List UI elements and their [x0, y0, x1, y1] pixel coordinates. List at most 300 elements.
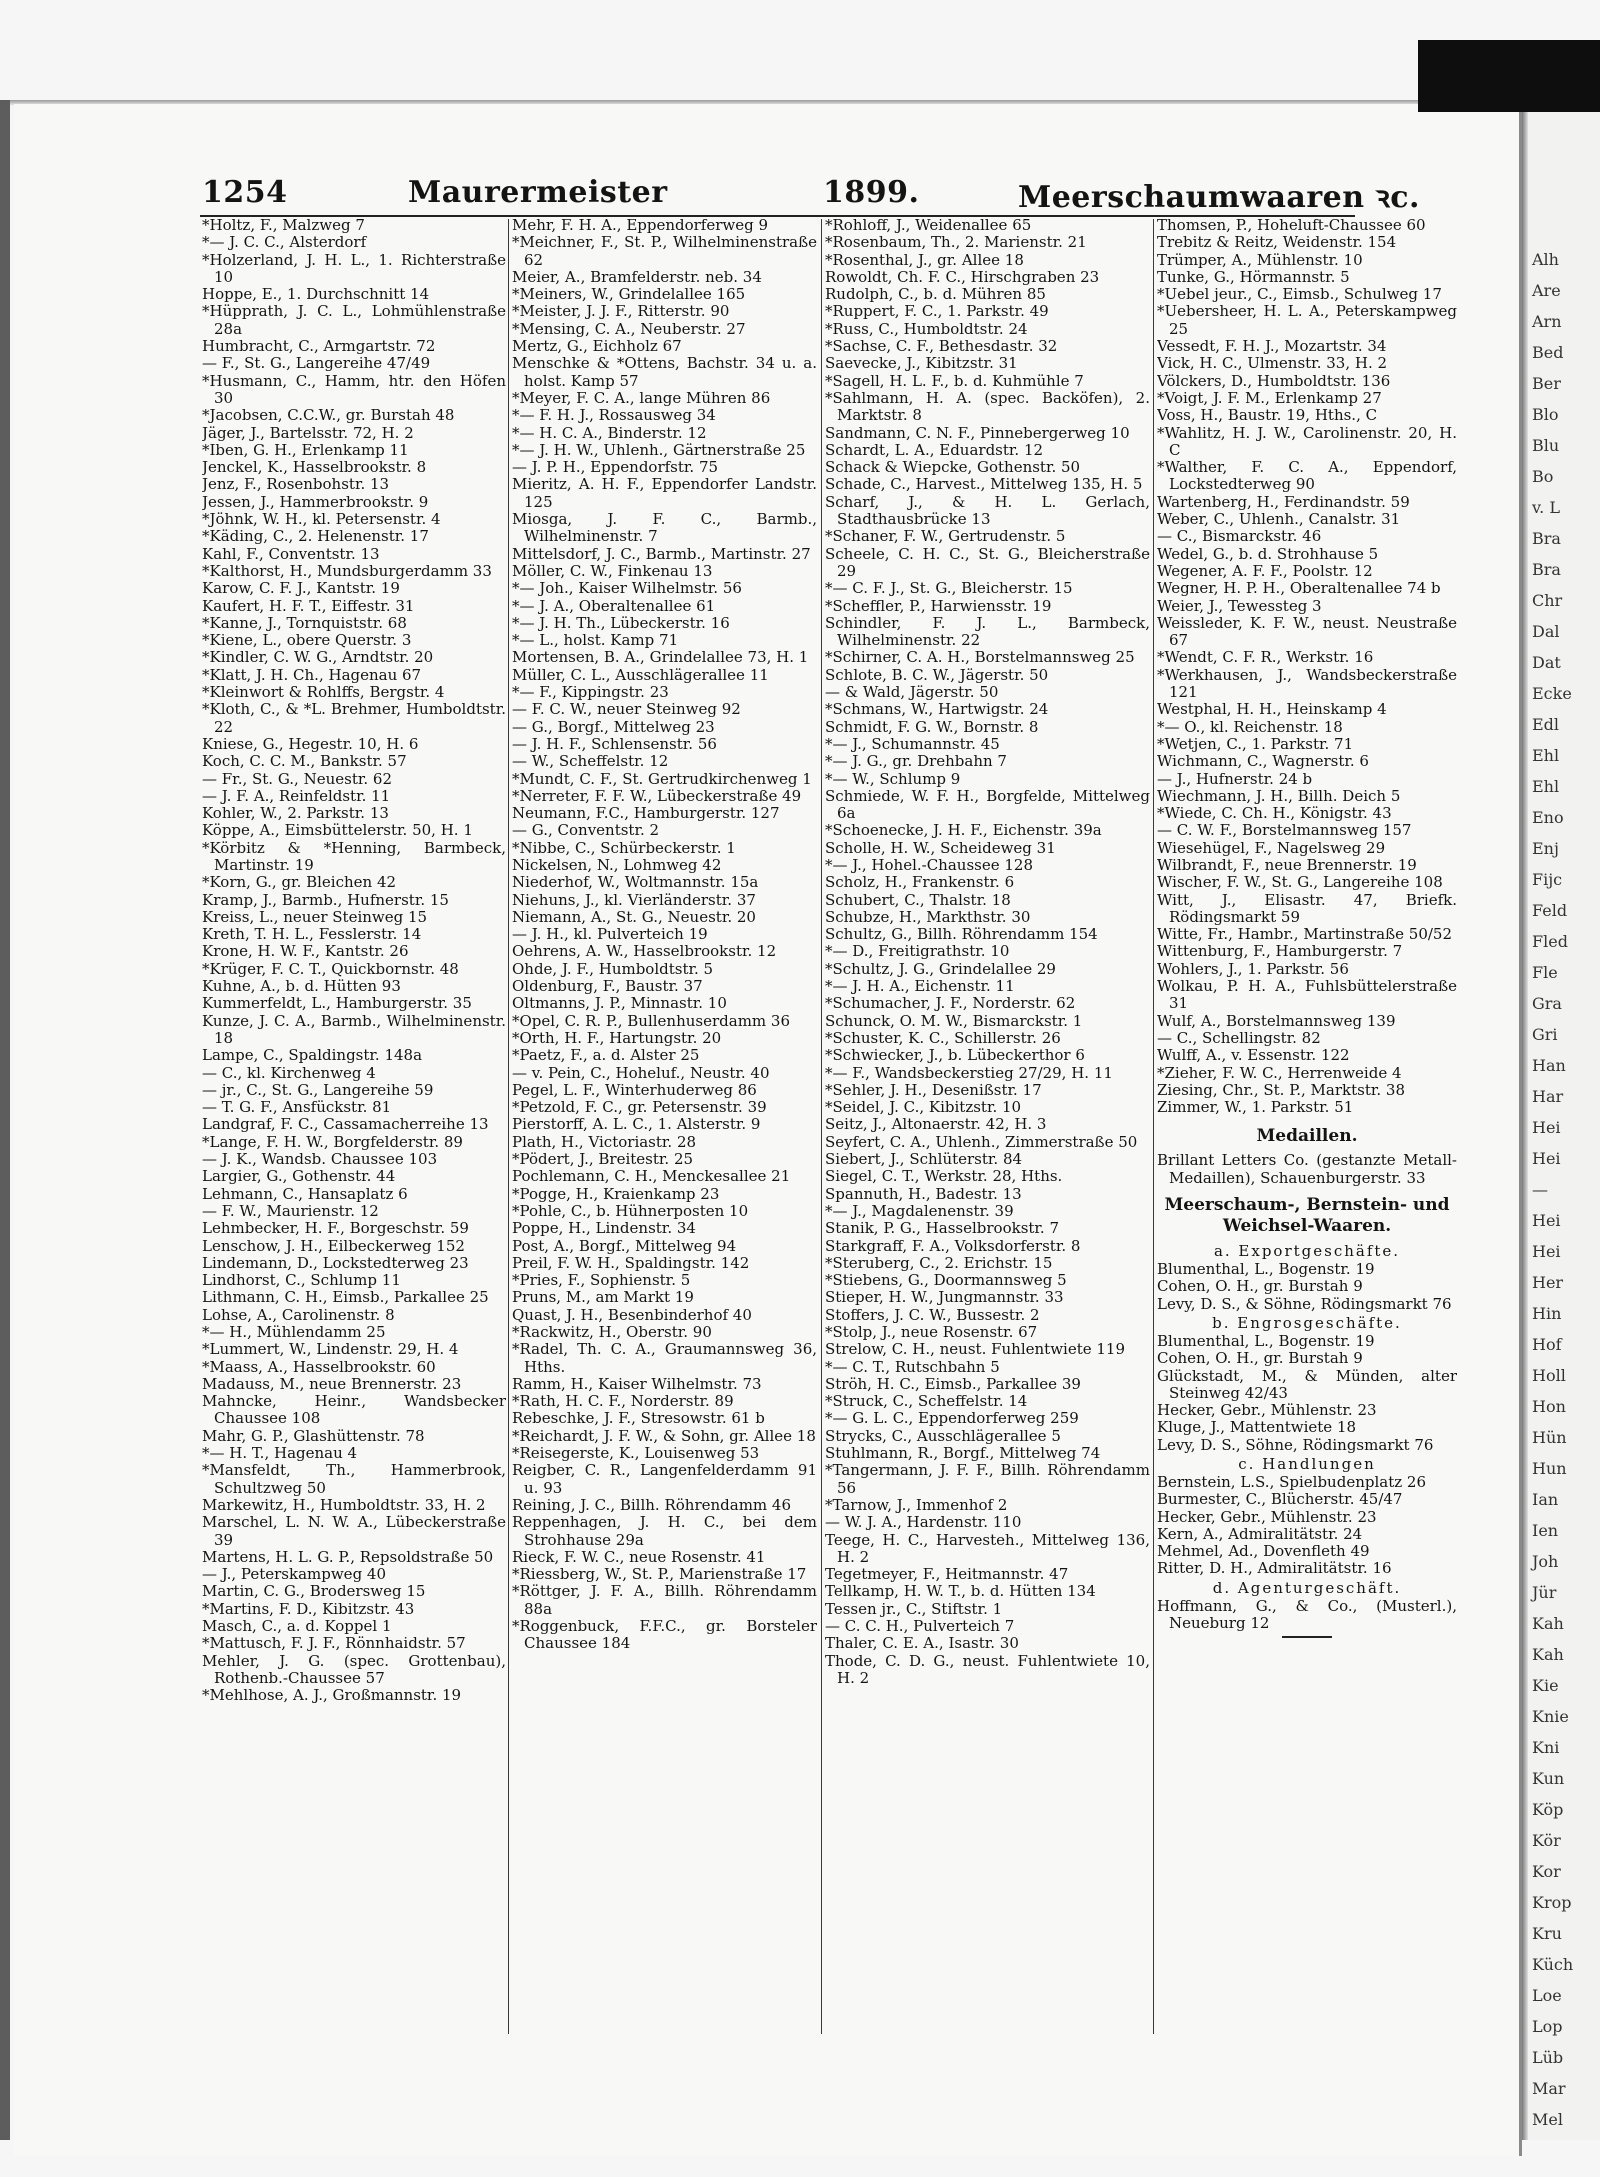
directory-entry: *Seidel, J. C., Kibitzstr. 10	[825, 1098, 1022, 1117]
directory-entry: Weissleder, K. F. W., neust. Neustraße 67	[1157, 613, 1457, 650]
directory-entry: *Schwiecker, J., b. Lübeckerthor 6	[825, 1046, 1085, 1065]
directory-entry: Scheele, C. H. C., St. G., Bleicherstraße 29	[825, 544, 1150, 580]
directory-entry: *Meister, J. J. F., Ritterstr. 90	[512, 302, 730, 321]
next-page-text-fragment: Hün	[1532, 1428, 1567, 1447]
directory-entry: Markewitz, H., Humboldtstr. 33, H. 2	[202, 1495, 486, 1514]
directory-entry: *Pogge, H., Kraienkamp 23	[512, 1184, 720, 1203]
directory-entry: Jenckel, K., Hasselbrookstr. 8	[202, 458, 427, 477]
directory-entry: *Rackwitz, H., Oberstr. 90	[512, 1323, 712, 1341]
directory-entry: *Ruppert, F. C., 1. Parkstr. 49	[825, 302, 1049, 321]
directory-entry: *Schoenecke, J. H. F., Eichenstr. 39a	[825, 821, 1102, 840]
directory-entry: *Kloth, C., & *L. Brehmer, Humboldtstr. 22	[202, 700, 506, 736]
directory-entry: *Hüpprath, J. C. L., Lohmühlenstraße 28a	[202, 302, 506, 338]
directory-entry: Jessen, J., Hammerbrookstr. 9	[202, 492, 429, 511]
directory-entry: Martens, H. L. G. P., Repsoldstraße 50	[202, 1547, 494, 1566]
directory-entry: *Maass, A., Hasselbrookstr. 60	[202, 1357, 436, 1376]
directory-entry: — C., kl. Kirchenweg 4	[202, 1063, 376, 1082]
directory-entry: — C. W. F., Borstelmannsweg 157	[1157, 821, 1412, 840]
directory-entry: Schack & Wiepcke, Gothenstr. 50	[825, 458, 1081, 477]
directory-entry: Levy, D. S., & Söhne, Rödingsmarkt 76	[1157, 1294, 1452, 1313]
directory-entry: Mittelsdorf, J. C., Barmb., Martinstr. 27	[512, 544, 811, 563]
directory-entry: *Pödert, J., Breitestr. 25	[512, 1150, 694, 1169]
next-page-text-fragment: Kru	[1532, 1924, 1562, 1943]
directory-entry: Scholz, H., Frankenstr. 6	[825, 873, 1015, 892]
directory-entry: Pruns, M., am Markt 19	[512, 1288, 694, 1307]
directory-entry: *Nibbe, C., Schürbeckerstr. 1	[512, 838, 736, 857]
next-page-text-fragment: Mel	[1532, 2110, 1563, 2129]
next-page-text-fragment: Knie	[1532, 1707, 1569, 1726]
next-page-text-fragment: Enj	[1532, 839, 1559, 858]
directory-entry: Kluge, J., Mattentwiete 18	[1157, 1418, 1357, 1437]
directory-entry: Seitz, J., Altonaerstr. 42, H. 3	[825, 1115, 1047, 1134]
directory-entry: *Klatt, J. H. Ch., Hagenau 67	[202, 665, 422, 684]
next-page-text-fragment: Kun	[1532, 1769, 1565, 1788]
directory-entry: Quast, J. H., Besenbinderhof 40	[512, 1305, 752, 1324]
directory-entry: Thomsen, P., Hoheluft-Chaussee 60	[1157, 217, 1426, 234]
next-page-text-fragment: Are	[1532, 281, 1561, 300]
directory-entry: *Martins, F. D., Kibitzstr. 43	[202, 1599, 415, 1618]
next-page-text-fragment: Hei	[1532, 1242, 1561, 1261]
directory-entry: — W. J. A., Hardenstr. 110	[825, 1513, 1022, 1532]
directory-entry: *Kindler, C. W. G., Arndtstr. 20	[202, 648, 434, 667]
directory-entry: Lenschow, J. H., Eilbeckerweg 152	[202, 1236, 465, 1255]
directory-entry: Scharf, J., & H. L. Gerlach, Stadthausbrücke 13	[825, 492, 1150, 529]
next-page-text-fragment: Hei	[1532, 1149, 1561, 1168]
directory-entry: Mahr, G. P., Glashüttenstr. 78	[202, 1426, 425, 1445]
next-page-text-fragment: —	[1532, 1180, 1548, 1199]
directory-entry: Schubze, H., Markthstr. 30	[825, 907, 1031, 926]
next-page-text-fragment: Kie	[1532, 1676, 1559, 1695]
directory-entry: Stoffers, J. C. W., Bussestr. 2	[825, 1305, 1040, 1324]
next-page-text-fragment: Fijc	[1532, 870, 1563, 889]
directory-entry: Kaufert, H. F. T., Eiffestr. 31	[202, 596, 415, 615]
directory-entry: *— J. G., gr. Drehbahn 7	[825, 752, 1007, 771]
next-page-text-fragment: Mar	[1532, 2079, 1566, 2098]
directory-entry: Cohen, O. H., gr. Burstah 9	[1157, 1349, 1363, 1368]
directory-entry: Meier, A., Bramfelderstr. neb. 34	[512, 267, 762, 286]
directory-entry: *Mundt, C. F., St. Gertrudkirchenweg 1	[512, 769, 812, 788]
directory-entry: *Mansfeldt, Th., Hammerbrook, Schultzweg 50	[202, 1461, 506, 1497]
directory-entry: *Pohle, C., b. Hühnerposten 10	[512, 1201, 749, 1220]
directory-entry: Martin, C. G., Brodersweg 15	[202, 1582, 426, 1601]
directory-entry: Kramp, J., Barmb., Hufnerstr. 15	[202, 890, 449, 909]
directory-entry: *Krüger, F. C. T., Quickbornstr. 48	[202, 959, 459, 978]
directory-entry: Pegel, L. F., Winterhuderweg 86	[512, 1080, 757, 1099]
next-page-text-fragment: Ien	[1532, 1521, 1559, 1540]
directory-entry: *Wahlitz, H. J. W., Carolinenstr. 20, H. C	[1157, 423, 1457, 459]
directory-entry: Thode, C. D. G., neust. Fuhlentwiete 10, H. 2	[825, 1651, 1150, 1687]
directory-entry: Burmester, C., Blücherstr. 45/47	[1157, 1490, 1403, 1509]
directory-entry: *— F., Kippingstr. 23	[512, 683, 669, 702]
book-spine-shadow	[1522, 100, 1528, 2140]
directory-entry: Levy, D. S., Söhne, Rödingsmarkt 76	[1157, 1435, 1434, 1454]
next-page-text-fragment: Ian	[1532, 1490, 1559, 1509]
directory-entry: *— W., Schlump 9	[825, 769, 961, 788]
directory-entry: Hoffmann, G., & Co., (Musterl.), Neueburg 12	[1157, 1596, 1457, 1633]
directory-entry: *Stiebens, G., Doormannsweg 5	[825, 1271, 1067, 1290]
next-page-text-fragment: Küch	[1532, 1955, 1574, 1974]
directory-entry: Jäger, J., Bartelsstr. 72, H. 2	[202, 423, 414, 442]
subsection-heading: c. Handlungen	[1238, 1455, 1376, 1473]
directory-entry: Westphal, H. H., Heinskamp 4	[1157, 700, 1387, 719]
next-page-fragment	[1522, 100, 1600, 2140]
directory-entry: Miosga, J. F. C., Barmb., Wilhelminenstr. 7	[512, 510, 817, 546]
header-year: 1899.	[823, 175, 920, 210]
next-page-text-fragment: Hof	[1532, 1335, 1562, 1354]
directory-entry: Mehr, F. H. A., Eppendorferweg 9	[512, 217, 769, 234]
directory-entry: *Wetjen, C., 1. Parkstr. 71	[1157, 734, 1354, 753]
directory-entry: Post, A., Borgf., Mittelweg 94	[512, 1236, 737, 1255]
directory-entry: *Stolp, J., neue Rosenstr. 67	[825, 1323, 1038, 1341]
end-rule	[1282, 1636, 1332, 1638]
directory-entry: — v. Pein, C., Hoheluf., Neustr. 40	[512, 1063, 770, 1082]
directory-entry: *Mattusch, F. J. F., Rönnhaidstr. 57	[202, 1634, 466, 1653]
directory-entry: Wegner, H. P. H., Oberaltenallee 74 b	[1157, 579, 1441, 598]
directory-entry: Spannuth, H., Badestr. 13	[825, 1184, 1022, 1203]
directory-entry: *— F. H. J., Rossausweg 34	[512, 406, 716, 425]
directory-entry: *Pries, F., Sophienstr. 5	[512, 1271, 691, 1290]
directory-entry: — & Wald, Jägerstr. 50	[825, 683, 999, 702]
directory-entry: Starkgraff, F. A., Volksdorferstr. 8	[825, 1236, 1081, 1255]
directory-entry: Mieritz, A. H. F., Eppendorfer Landstr. 125	[512, 475, 817, 511]
directory-entry: Niehuns, J., kl. Vierländerstr. 37	[512, 890, 756, 909]
directory-entry: *Jöhnk, W. H., kl. Petersenstr. 4	[202, 510, 441, 529]
directory-entry: Mahncke, Heinr., Wandsbecker Chaussee 108	[202, 1392, 506, 1428]
directory-entry: — T. G. F., Ansfückstr. 81	[202, 1098, 392, 1117]
next-page-text-fragment: Blu	[1532, 436, 1560, 455]
directory-entry: *Radel, Th. C. A., Graumannsweg 36, Hths.	[512, 1340, 817, 1376]
directory-entry: Mehmel, Ad., Dovenfleth 49	[1157, 1542, 1370, 1561]
directory-entry: *Nerreter, F. F. W., Lübeckerstraße 49	[512, 786, 802, 805]
directory-entry: Schubert, C., Thalstr. 18	[825, 890, 1011, 909]
directory-entry: *Orth, H. F., Hartungstr. 20	[512, 1028, 722, 1047]
directory-entry: Tunke, G., Hörmannstr. 5	[1157, 267, 1350, 286]
scan-corner-black-block	[1418, 40, 1600, 112]
section-heading: Meerschaum-, Bernstein- und Weichsel-Waaren.	[1164, 1195, 1450, 1237]
directory-entry: *Korn, G., gr. Bleichen 42	[202, 873, 397, 892]
directory-entry: *Tarnow, J., Immenhof 2	[825, 1495, 1008, 1514]
scan-left-edge	[0, 100, 10, 2140]
next-page-text-fragment: Hin	[1532, 1304, 1562, 1323]
directory-entry: Landgraf, F. C., Cassamacherreihe 13	[202, 1115, 489, 1134]
directory-entry: *Lummert, W., Lindenstr. 29, H. 4	[202, 1340, 459, 1359]
directory-entry: Strycks, C., Ausschlägerallee 5	[825, 1426, 1061, 1445]
directory-entry: — F., St. G., Langereihe 47/49	[202, 354, 431, 373]
header-left-title: Maurermeister	[408, 175, 668, 210]
directory-entry: *Schirner, C. A. H., Borstelmannsweg 25	[825, 648, 1135, 667]
directory-entry: Ohde, J. F., Humboldtstr. 5	[512, 959, 714, 978]
directory-entry: Brillant Letters Co. (gestanzte Metall-Medaillen), Schauenburgerstr. 33	[1157, 1151, 1457, 1187]
directory-entry: Strelow, C. H., neust. Fuhlentwiete 119	[825, 1340, 1126, 1359]
subsection-heading: b. Engrosgeschäfte.	[1212, 1313, 1402, 1332]
directory-entry: *Walther, F. C. A., Eppendorf, Lockstedterweg 90	[1157, 458, 1457, 494]
directory-entry: *Rath, H. C. F., Norderstr. 89	[512, 1392, 734, 1411]
next-page-text-fragment: Bed	[1532, 343, 1564, 362]
directory-entry: — J. K., Wandsb. Chaussee 103	[202, 1150, 438, 1169]
directory-entry: Madauss, M., neue Brennerstr. 23	[202, 1374, 462, 1393]
directory-entry: *Struck, C., Scheffelstr. 14	[825, 1392, 1028, 1411]
directory-entry: Müller, C. L., Ausschlägerallee 11	[512, 665, 769, 684]
directory-entry: Menschke & *Ottens, Bachstr. 34 u. a. holst. Kamp 57	[512, 354, 817, 390]
directory-entry: Siegel, C. T., Werkstr. 28, Hths.	[825, 1167, 1063, 1186]
directory-entry: Sandmann, C. N. F., Pinnebergerweg 10	[825, 423, 1130, 442]
directory-entry: — F. W., Maurienstr. 12	[202, 1201, 379, 1220]
next-page-text-fragment: Jür	[1532, 1583, 1557, 1602]
directory-entry: Preil, F. W. H., Spaldingstr. 142	[512, 1253, 750, 1272]
directory-entry: Niederhof, W., Woltmannstr. 15a	[512, 873, 759, 892]
directory-entry: *— H., Mühlendamm 25	[202, 1323, 386, 1341]
directory-entry: — G., Borgf., Mittelweg 23	[512, 717, 715, 736]
directory-entry: Reining, J. C., Billh. Röhrendamm 46	[512, 1495, 792, 1514]
directory-entry: — J. P. H., Eppendorfstr. 75	[512, 458, 719, 477]
next-page-text-fragment: Joh	[1532, 1552, 1559, 1571]
next-page-text-fragment: Chr	[1532, 591, 1563, 610]
directory-entry: Rebeschke, J. F., Stresowstr. 61 b	[512, 1409, 765, 1428]
next-page-text-fragment: Kni	[1532, 1738, 1560, 1757]
directory-entry: Wolkau, P. H. A., Fuhlsbüttelerstraße 31	[1157, 977, 1457, 1013]
directory-entry: *Schultz, J. G., Grindelallee 29	[825, 959, 1056, 978]
directory-entry: *Sehler, J. H., Desenißstr. 17	[825, 1080, 1042, 1099]
directory-entry: Weber, C., Uhlenh., Canalstr. 31	[1157, 510, 1401, 529]
directory-entry: Thaler, C. E. A., Isastr. 30	[825, 1634, 1019, 1653]
directory-entry: *Sachse, C. F., Bethesdastr. 32	[825, 337, 1058, 356]
directory-entry: Siebert, J., Schlüterstr. 84	[825, 1150, 1023, 1169]
directory-entry: Völckers, D., Humboldtstr. 136	[1157, 371, 1391, 390]
directory-entry: Stieper, H. W., Jungmannstr. 33	[825, 1288, 1064, 1307]
directory-entry: Ramm, H., Kaiser Wilhelmstr. 73	[512, 1374, 762, 1393]
directory-entry: Humbracht, C., Armgartstr. 72	[202, 337, 436, 356]
next-page-text-fragment: Hei	[1532, 1211, 1561, 1230]
directory-entry: Plath, H., Victoriastr. 28	[512, 1132, 697, 1151]
directory-entry: *Petzold, F. C., gr. Petersenstr. 39	[512, 1098, 767, 1117]
directory-entry: *— J. H. W., Uhlenh., Gärtnerstraße 25	[512, 440, 806, 459]
directory-entry: Scholle, H. W., Scheideweg 31	[825, 838, 1056, 857]
directory-entry: *Mehlhose, A. J., Großmannstr. 19	[202, 1686, 462, 1705]
next-page-text-fragment: Kor	[1532, 1862, 1561, 1881]
directory-entry: *Holzerland, J. H. L., 1. Richterstraße 10	[202, 250, 506, 286]
directory-entry: Masch, C., a. d. Koppel 1	[202, 1617, 392, 1636]
directory-entry: Wulf, A., Borstelmannsweg 139	[1157, 1011, 1396, 1030]
directory-entry: Tellkamp, H. W. T., b. d. Hütten 134	[825, 1582, 1096, 1601]
directory-entry: Koch, C. C. M., Bankstr. 57	[202, 752, 407, 771]
directory-entry: Marschel, L. N. W. A., Lübeckerstraße 39	[202, 1513, 506, 1549]
directory-entry: Stuhlmann, R., Borgf., Mittelweg 74	[825, 1444, 1101, 1463]
directory-entry: Wegener, A. F. F., Poolstr. 12	[1157, 561, 1373, 580]
directory-entry: Lehmbecker, H. F., Borgeschstr. 59	[202, 1219, 469, 1238]
next-page-text-fragment: Kah	[1532, 1645, 1564, 1664]
directory-entry: Schultz, G., Billh. Röhrendamm 154	[825, 925, 1098, 944]
directory-entry: — J., Hufnerstr. 24 b	[1157, 769, 1313, 788]
directory-entry: Hecker, Gebr., Mühlenstr. 23	[1157, 1401, 1377, 1420]
section-heading: Medaillen.	[1256, 1126, 1358, 1147]
header-right-title: Meerschaumwaaren ꝛc.	[1018, 180, 1420, 215]
next-page-text-fragment: Ehl	[1532, 777, 1560, 796]
directory-entry: Kreth, T. H. L., Fesslerstr. 14	[202, 925, 422, 944]
directory-entry: Ritter, D. H., Admiralitätstr. 16	[1157, 1559, 1392, 1578]
directory-entry: *Zieher, F. W. C., Herrenweide 4	[1157, 1063, 1402, 1082]
next-page-text-fragment: Han	[1532, 1056, 1566, 1075]
directory-entry: Kern, A., Admiralitätstr. 24	[1157, 1524, 1363, 1543]
directory-entry: *Opel, C. R. P., Bullenhuserdamm 36	[512, 1011, 791, 1030]
directory-entry: *— J. H. Th., Lübeckerstr. 16	[512, 613, 730, 632]
directory-entry: *Kleinwort & Rohlffs, Bergstr. 4	[202, 683, 445, 702]
directory-entry: *— Joh., Kaiser Wilhelmstr. 56	[512, 579, 742, 598]
next-page-text-fragment: Dal	[1532, 622, 1560, 641]
directory-entry: Mehler, J. G. (spec. Grottenbau), Rothenb.-Chaussee 57	[202, 1651, 506, 1687]
directory-entry: Wiesehügel, F., Nagelsweg 29	[1157, 838, 1386, 857]
directory-entry: Wischer, F. W., St. G., Langereihe 108	[1157, 873, 1443, 892]
directory-entry: *— J. A., Oberaltenallee 61	[512, 596, 716, 615]
directory-entry: Glückstadt, M., & Münden, alter Steinweg 42/43	[1157, 1366, 1457, 1402]
directory-entry: Mertz, G., Eichholz 67	[512, 337, 682, 356]
directory-entry: *— J., Schumannstr. 45	[825, 734, 1000, 753]
directory-entry: *Reisegerste, K., Louisenweg 53	[512, 1444, 760, 1463]
directory-entry: Wedel, G., b. d. Strohhause 5	[1157, 544, 1379, 563]
directory-entry: *Wiede, C. Ch. H., Königstr. 43	[1157, 804, 1392, 823]
next-page-text-fragment: Har	[1532, 1087, 1564, 1106]
directory-entry: *Schumacher, J. F., Norderstr. 62	[825, 994, 1076, 1013]
directory-entry: Rieck, F. W. C., neue Rosenstr. 41	[512, 1547, 766, 1566]
directory-entry: Zimmer, W., 1. Parkstr. 51	[1157, 1098, 1354, 1117]
directory-entry: Wulff, A., v. Essenstr. 122	[1157, 1046, 1350, 1065]
directory-entry: Trümper, A., Mühlenstr. 10	[1157, 250, 1363, 269]
next-page-text-fragment: Gra	[1532, 994, 1562, 1013]
directory-entry: Wiechmann, J. H., Billh. Deich 5	[1157, 786, 1401, 805]
next-page-text-fragment: Bra	[1532, 529, 1561, 548]
running-header	[200, 175, 1420, 215]
directory-entry: Oltmanns, J. P., Minnastr. 10	[512, 994, 727, 1013]
directory-entry: — C., Schellingstr. 82	[1157, 1028, 1321, 1047]
directory-entry: Hoppe, E., 1. Durchschnitt 14	[202, 285, 430, 304]
directory-entry: *— H. C. A., Binderstr. 12	[512, 423, 707, 442]
directory-entry: *Käding, C., 2. Helenenstr. 17	[202, 527, 429, 546]
directory-entry: Kohler, W., 2. Parkstr. 13	[202, 804, 389, 823]
directory-entry: Jenz, F., Rosenbohstr. 13	[202, 475, 390, 494]
directory-entry: Oehrens, A. W., Hasselbrookstr. 12	[512, 942, 777, 961]
directory-entry: *— J. C. C., Alsterdorf	[202, 233, 367, 252]
directory-entry: Largier, G., Gothenstr. 44	[202, 1167, 396, 1186]
next-page-text-fragment: Loe	[1532, 1986, 1562, 2005]
directory-entry: — C. C. H., Pulverteich 7	[825, 1617, 1015, 1636]
directory-entry: Lampe, C., Spaldingstr. 148a	[202, 1046, 423, 1065]
next-page-text-fragment: Blo	[1532, 405, 1559, 424]
directory-entry: Vick, H. C., Ulmenstr. 33, H. 2	[1157, 354, 1388, 373]
directory-entry: *— C. F. J., St. G., Bleicherstr. 15	[825, 579, 1073, 598]
next-page-text-fragment: Ehl	[1532, 746, 1560, 765]
next-page-text-fragment: Ecke	[1532, 684, 1572, 703]
directory-entry: *Werkhausen, J., Wandsbeckerstraße 121	[1157, 665, 1457, 702]
next-page-text-fragment: Krop	[1532, 1893, 1572, 1912]
directory-entry: *— J., Hohel.-Chaussee 128	[825, 855, 1033, 874]
directory-entry: *Schuster, K. C., Schillerstr. 26	[825, 1028, 1061, 1047]
directory-entry: Reppenhagen, J. H. C., bei dem Strohhause 29a	[512, 1513, 817, 1549]
directory-entry: Tessen jr., C., Stiftstr. 1	[825, 1599, 1003, 1618]
directory-entry: Kuhne, A., b. d. Hütten 93	[202, 977, 401, 996]
directory-entry: Karow, C. F. J., Kantstr. 19	[202, 579, 400, 598]
directory-entry: *Riessberg, W., St. P., Marienstraße 17	[512, 1565, 807, 1584]
directory-entry: *Uebersheer, H. L. A., Peterskampweg 25	[1157, 302, 1457, 338]
next-page-text-fragment: Edl	[1532, 715, 1560, 734]
directory-entry: *Meyer, F. C. A., lange Mühren 86	[512, 388, 771, 407]
directory-entry: *Schmans, W., Hartwigstr. 24	[825, 700, 1049, 719]
directory-entry: Cohen, O. H., gr. Burstah 9	[1157, 1277, 1363, 1296]
directory-entry: Niemann, A., St. G., Neuestr. 20	[512, 907, 756, 926]
directory-entry: *Rosenthal, J., gr. Allee 18	[825, 250, 1024, 269]
directory-entry: Köppe, A., Eimsbüttelerstr. 50, H. 1	[202, 821, 473, 840]
directory-entry: Ströh, H. C., Eimsb., Parkallee 39	[825, 1374, 1081, 1393]
directory-entry: Witte, Fr., Hambr., Martinstraße 50/52	[1157, 925, 1453, 944]
directory-entry: Kniese, G., Hegestr. 10, H. 6	[202, 734, 419, 753]
directory-entry: Schunck, O. M. W., Bismarckstr. 1	[825, 1011, 1083, 1030]
directory-entry: *Scheffler, P., Harwiensstr. 19	[825, 596, 1052, 615]
directory-entry: Rowoldt, Ch. F. C., Hirschgraben 23	[825, 267, 1100, 286]
directory-entry: — J. H. F., Schlensenstr. 56	[512, 734, 717, 753]
directory-entry: *— L., holst. Kamp 71	[512, 631, 679, 650]
directory-entry: Kahl, F., Conventstr. 13	[202, 544, 380, 563]
page-number: 1254	[202, 175, 288, 210]
directory-entry: *Husmann, C., Hamm, htr. den Höfen 30	[202, 371, 506, 407]
directory-entry: — jr., C., St. G., Langereihe 59	[202, 1080, 434, 1099]
directory-entry: *Steruberg, C., 2. Erichstr. 15	[825, 1253, 1053, 1272]
directory-entry: Schmiede, W. F. H., Borgfelde, Mittelweg 6a	[825, 786, 1150, 823]
directory-entry: *Kanne, J., Tornquiststr. 68	[202, 613, 407, 632]
directory-entry: *Voigt, J. F. M., Erlenkamp 27	[1157, 388, 1382, 407]
next-page-text-fragment: Ber	[1532, 374, 1561, 393]
next-page-text-fragment: Alh	[1532, 250, 1559, 269]
next-page-text-fragment: Arn	[1532, 312, 1562, 331]
directory-entry: *Kiene, L., obere Querstr. 3	[202, 631, 412, 650]
next-page-text-fragment: Holl	[1532, 1366, 1566, 1385]
directory-column-2	[512, 217, 817, 2037]
directory-entry: Wichmann, C., Wagnerstr. 6	[1157, 752, 1369, 771]
directory-entry: *Sagell, H. L. F., b. d. Kuhmühle 7	[825, 371, 1084, 390]
directory-entry: — F. C. W., neuer Steinweg 92	[512, 700, 741, 719]
directory-entry: Voss, H., Baustr. 19, Hths., C	[1157, 406, 1378, 425]
directory-entry: Pochlemann, C. H., Menckesallee 21	[512, 1167, 791, 1186]
directory-entry: *— C. T., Rutschbahn 5	[825, 1357, 1000, 1376]
next-page-text-fragment: Eno	[1532, 808, 1564, 827]
directory-entry: Oldenburg, F., Baustr. 37	[512, 977, 703, 996]
directory-entry: *Sahlmann, H. A. (spec. Backöfen), 2. Marktstr. 8	[825, 388, 1150, 425]
directory-entry: Kummerfeldt, L., Hamburgerstr. 35	[202, 994, 472, 1013]
directory-entry: Rudolph, C., b. d. Mühren 85	[825, 285, 1046, 304]
next-page-text-fragment: Bo	[1532, 467, 1554, 486]
directory-column-1	[202, 217, 506, 2037]
next-page-text-fragment: Lop	[1532, 2017, 1563, 2036]
directory-entry: Stanik, P. G., Hasselbrookstr. 7	[825, 1219, 1060, 1238]
directory-entry: *Reichardt, J. F. W., & Sohn, gr. Allee 18	[512, 1426, 816, 1445]
directory-entry: Lithmann, C. H., Eimsb., Parkallee 25	[202, 1288, 489, 1307]
directory-entry: Kreiss, L., neuer Steinweg 15	[202, 907, 428, 926]
directory-entry: Krone, H. W. F., Kantstr. 26	[202, 942, 409, 961]
next-page-text-fragment: Hun	[1532, 1459, 1567, 1478]
directory-entry: Wilbrandt, F., neue Brennerstr. 19	[1157, 855, 1417, 874]
directory-entry: *Kalthorst, H., Mundsburgerdamm 33	[202, 561, 492, 580]
directory-entry: — J. H., kl. Pulverteich 19	[512, 925, 708, 944]
directory-entry: Ziesing, Chr., St. P., Marktstr. 38	[1157, 1080, 1406, 1099]
directory-entry: Schindler, F. J. L., Barmbeck, Wilhelminenstr. 22	[825, 613, 1150, 650]
directory-entry: Pierstorff, A. L. C., 1. Alsterstr. 9	[512, 1115, 761, 1134]
directory-entry: *Iben, G. H., Erlenkamp 11	[202, 440, 409, 459]
directory-entry: *Rohloff, J., Weidenallee 65	[825, 217, 1032, 234]
directory-entry: Neumann, F.C., Hamburgerstr. 127	[512, 804, 780, 823]
directory-entry: *Lange, F. H. W., Borgfelderstr. 89	[202, 1132, 463, 1151]
next-page-text-fragment: Hon	[1532, 1397, 1566, 1416]
next-page-text-fragment: Dat	[1532, 653, 1561, 672]
directory-entry: *— J. H. A., Eichenstr. 11	[825, 977, 1015, 996]
directory-entry: *Wendt, C. F. R., Werkstr. 16	[1157, 648, 1374, 667]
directory-entry: *— O., kl. Reichenstr. 18	[1157, 717, 1343, 736]
